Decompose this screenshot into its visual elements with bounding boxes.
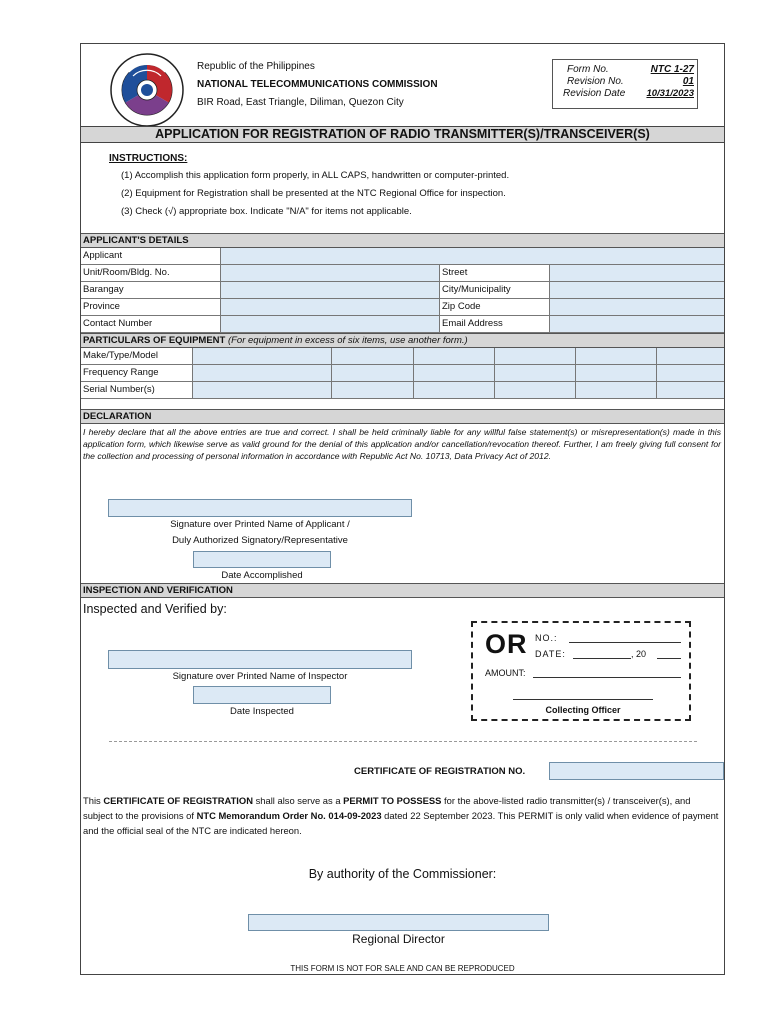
certificate-text [83,793,721,838]
email-field[interactable] [549,316,724,332]
regional-director-signature-field[interactable] [248,914,549,931]
instructions-heading: INSTRUCTIONS: [109,153,188,164]
barangay-label: Barangay [83,284,124,295]
revision-no-label: Revision No. [567,76,624,87]
date-accomplished-label: Date Accomplished [221,570,303,581]
equipment-cell[interactable] [413,382,494,398]
zip-field[interactable] [549,299,724,315]
date-inspected-field[interactable] [193,686,331,704]
equipment-row [81,348,724,365]
or-date-suffix: , 20 [631,649,647,659]
cert-text-part: for the above-listed radio transmitter(s) / transceiver(s), and subject to the provisions of [83,795,691,821]
equipment-cell[interactable] [575,348,656,364]
equipment-cell[interactable] [192,365,331,381]
form-no-value: NTC 1-27 [650,64,694,75]
inspector-signature-field[interactable] [108,650,412,669]
certificate-no-field[interactable] [549,762,724,780]
cert-text-bold: NTC Memorandum Order No. 014-09-2023 [196,810,382,821]
equipment-cell[interactable] [494,382,575,398]
application-form [80,43,725,975]
equipment-note: (For equipment in excess of six items, use another form.) [227,335,468,346]
equipment-cell[interactable] [331,348,413,364]
equipment-cell[interactable] [656,382,724,398]
or-amount-line[interactable] [533,677,681,678]
contact-label: Contact Number [83,318,153,329]
or-label: OR [485,629,528,659]
applicant-signature-label: Signature over Printed Name of Applicant / [170,519,350,530]
equipment-row [81,365,724,382]
ntc-seal-icon [109,52,185,128]
equipment-row [81,382,724,399]
form-title: APPLICATION FOR REGISTRATION OF RADIO TRANSMITTER(S)/TRANSCEIVER(S) [81,126,724,143]
cert-text-bold: PERMIT TO POSSESS [343,795,442,806]
collecting-officer-line[interactable] [513,699,653,700]
unit-street-row [81,265,724,282]
street-label: Street [439,265,549,281]
instruction-item: (3) Check (√) appropriate box. Indicate "N/A" for items not applicable. [121,206,412,217]
agency-name: NATIONAL TELECOMMUNICATIONS COMMISSION [197,79,438,90]
regional-director-label: Regional Director [352,932,445,946]
date-accomplished-field[interactable] [193,551,331,568]
email-label: Email Address [439,316,549,332]
street-field[interactable] [549,265,724,281]
equipment-cell[interactable] [575,365,656,381]
equipment-cell[interactable] [494,348,575,364]
instruction-item: (1) Accomplish this application form properly, in ALL CAPS, handwritten or computer-printed. [121,170,510,181]
unit-field[interactable] [220,265,439,281]
official-receipt-box [471,621,691,721]
or-date-label: DATE: [535,649,566,659]
authority-text: By authority of the Commissioner: [308,867,497,881]
equipment-cell[interactable] [656,348,724,364]
cert-text-bold: CERTIFICATE OF REGISTRATION [103,795,253,806]
city-field[interactable] [549,282,724,298]
revision-date-value: 10/31/2023 [646,88,694,99]
city-label: City/Municipality [439,282,549,298]
equipment-cell[interactable] [413,365,494,381]
instruction-item: (2) Equipment for Registration shall be presented at the NTC Regional Office for inspection. [121,188,506,199]
equipment-cell[interactable] [575,382,656,398]
cert-text-part: dated 22 September 2023. This PERMIT is only valid when evidence of payment and the official seal of the NTC are indicated hereon. [83,810,719,836]
equipment-row-label: Make/Type/Model [83,350,158,361]
or-date-line[interactable] [573,658,631,659]
applicant-label: Applicant [83,250,123,261]
inspection-heading: INSPECTION AND VERIFICATION [81,583,724,598]
applicant-signatory-label: Duly Authorized Signatory/Representative [172,535,348,546]
or-amount-label: AMOUNT: [485,668,526,678]
or-no-line[interactable] [569,642,681,643]
equipment-cell[interactable] [192,348,331,364]
applicant-row [81,248,724,265]
collecting-officer-label: Collecting Officer [545,705,621,715]
inspector-signature-label: Signature over Printed Name of Inspector [172,671,348,682]
unit-label: Unit/Room/Bldg. No. [83,267,170,278]
province-field[interactable] [220,299,439,315]
republic-text: Republic of the Philippines [197,61,315,72]
cut-line [109,741,697,742]
form-no-label: Form No. [567,64,609,75]
applicant-details-heading: APPLICANT'S DETAILS [81,233,724,248]
date-inspected-label: Date Inspected [230,706,294,717]
form-info-box [552,59,698,109]
zip-label: Zip Code [439,299,549,315]
equipment-cell[interactable] [331,365,413,381]
certificate-no-label: CERTIFICATE OF REGISTRATION NO. [354,766,526,777]
revision-date-label: Revision Date [563,88,626,99]
declaration-heading: DECLARATION [81,409,724,424]
province-label: Province [83,301,120,312]
equipment-heading [81,333,724,348]
cert-text-part: This [83,795,104,806]
cert-text-part: shall also serve as a [252,795,344,806]
barangay-city-row [81,282,724,299]
equipment-cell[interactable] [494,365,575,381]
contact-field[interactable] [220,316,439,332]
contact-email-row [81,316,724,333]
province-zip-row [81,299,724,316]
equipment-cell[interactable] [413,348,494,364]
equipment-row-label: Serial Number(s) [83,384,155,395]
or-no-label: NO.: [535,633,558,643]
inspected-by-label: Inspected and Verified by: [83,602,227,616]
applicant-field[interactable] [220,248,724,264]
applicant-signature-field[interactable] [108,499,412,517]
agency-address: BIR Road, East Triangle, Diliman, Quezon City [197,97,404,108]
equipment-cell[interactable] [331,382,413,398]
equipment-heading-text: PARTICULARS OF EQUIPMENT [83,335,226,346]
or-year-line[interactable] [657,658,681,659]
footer-note: THIS FORM IS NOT FOR SALE AND CAN BE REPRODUCED [290,964,515,973]
equipment-row-label: Frequency Range [83,367,159,378]
declaration-text: I hereby declare that all the above entries are true and correct. I shall be held criminally liable for any willful false statement(s) or misrepresentation(s) made in this application form, which likewise serve as valid ground for the denial of this application and/or cancellation/revocation thereof. Further, I am freely giving full consent for the collection and processing of personal information in accordance with Republic Act No. 10713, Data Privacy Act of 2012. [83,427,721,461]
equipment-cell[interactable] [656,365,724,381]
barangay-field[interactable] [220,282,439,298]
revision-no-value: 01 [682,76,694,87]
equipment-cell[interactable] [192,382,331,398]
